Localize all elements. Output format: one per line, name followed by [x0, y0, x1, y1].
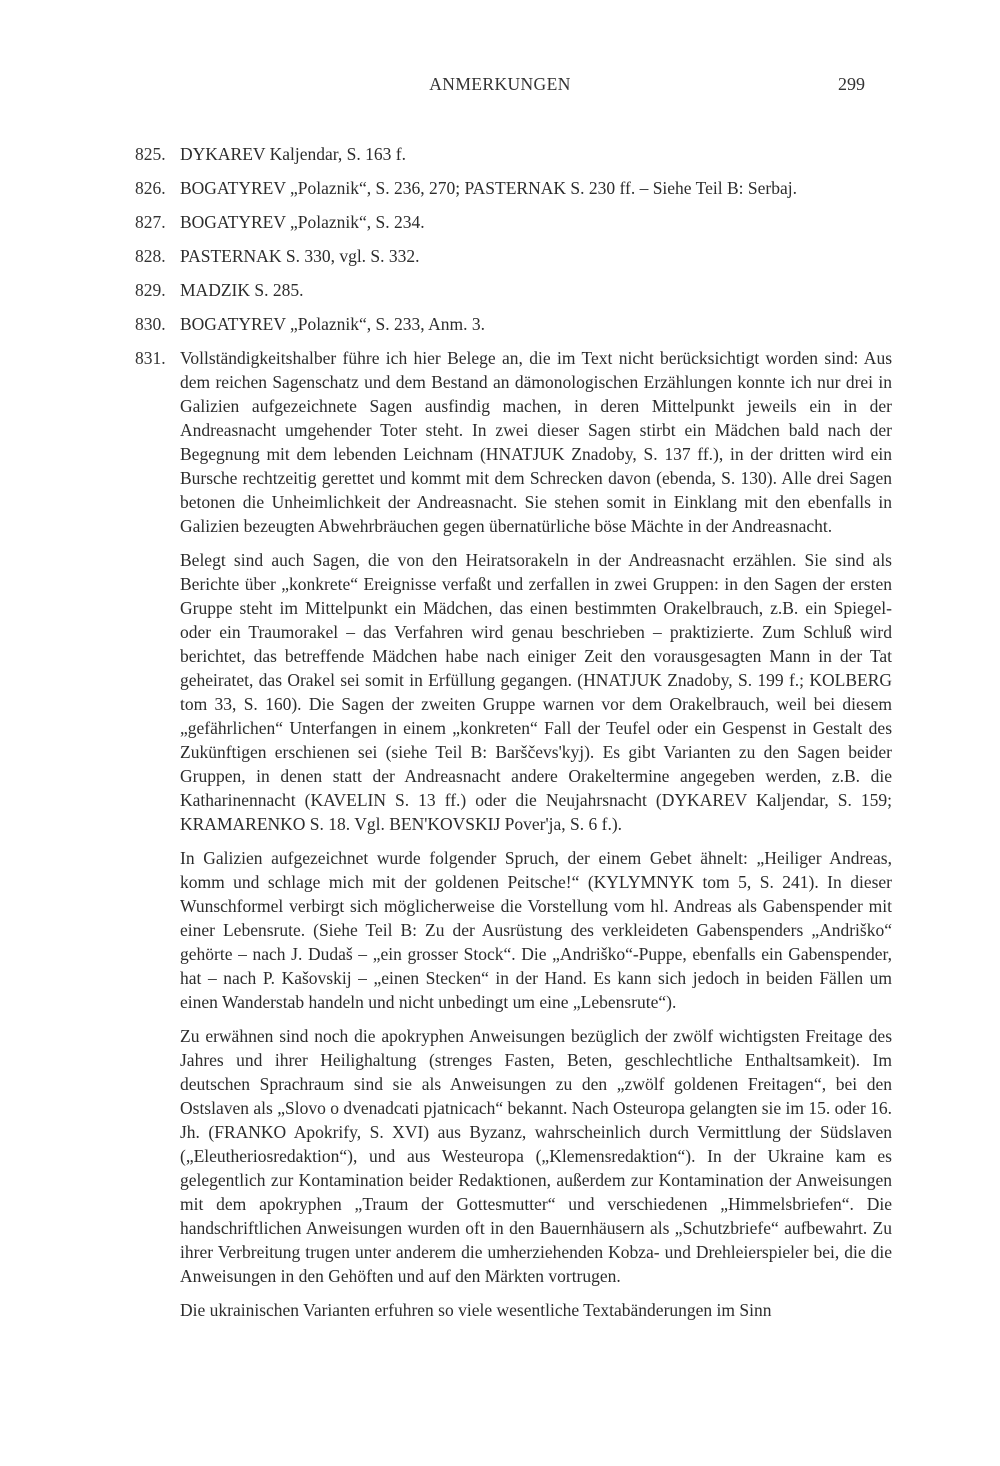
note-paragraph: Vollständigkeitshalber führe ich hier Belege an, die im Text nicht berücksichtigt worden sind: Aus dem reichen Sagenschatz und dem Bestand an dämonologischen Erzählungen konnte ich nur drei in Galizien aufgezeichnete Sagen ausfindig machen, in deren Mittelpunkt jeweils ein in der Andreasnacht umgehender Toter steht. In zwei dieser Sagen stirbt ein Mädchen bald nach der Begegnung mit dem lebenden Leichnam (HNATJUK Znadoby, S. 137 ff.), in der dritten wird ein Bursche rechtzeitig gerettet und kommt mit dem Schrecken davon (ebenda, S. 130). Alle drei Sagen betonen die Unheimlichkeit der Andreasnacht. Sie stehen somit in Einklang mit den ebenfalls in Galizien bezeugten Abwehrbräuchen gegen übernatürliche böse Mächte in der Andreasnacht. — [180, 348, 892, 536]
note-paragraph: Zu erwähnen sind noch die apokryphen Anweisungen bezüglich der zwölf wichtigsten Freitage des Jahres und ihrer Heilighaltung (strenges Fasten, Beten, geschlechtliche Enthaltsamkeit). Im deutschen Sprachraum sind sie als Anweisungen zu den „zwölf goldenen Freitagen“, bei den Ostslaven als „Slovo o dvenadcati pjatnicach“ bekannt. Nach Osteuropa gelangten sie im 15. oder 16. Jh. (FRANKO Apokrify, S. XVI) aus Byzanz, wahrscheinlich durch Vermittlung der Südslaven („Eleutheriosredaktion“), und aus Westeuropa („Klemensredaktion“). In der Ukraine kam es gelegentlich zur Kontamination beider Redaktionen, außerdem zur Kontamination der Anweisungen mit dem apokryphen „Traum der Gottesmutter“ und verschiedenen „Himmelsbriefen“. Die handschriftlichen Anweisungen wurden oft in den Bauernhäusern als „Schutzbriefe“ aufbewahrt. Zu ihrer Verbreitung trugen unter anderem die umherziehenden Kobza- und Drehleierspieler bei, die die Anweisungen in den Gehöften und auf den Märkten vortrugen. — [180, 1026, 892, 1286]
note-body — [180, 312, 892, 336]
note-paragraph: BOGATYREV „Polaznik“, S. 233, Anm. 3. — [180, 314, 485, 334]
note-paragraph: Belegt sind auch Sagen, die von den Heiratsorakeln in der Andreasnacht erzählen. Sie sind als Berichte über „konkrete“ Ereignisse verfaßt und zerfallen in zwei Gruppen: in den Sagen der ersten Gruppe steht im Mittelpunkt ein Mädchen, das einen bestimmten Orakelbrauch, z.B. ein Spiegel- oder ein Traumorakel – das Verfahren wird genau beschrieben – praktizierte. Zum Schluß wird berichtet, das betreffende Mädchen habe nach einiger Zeit den vorausgesagten Mann in der Tat geheiratet, das Orakel sei somit in Erfüllung gegangen. (HNATJUK Znadoby, S. 199 f.; KOLBERG tom 33, S. 160). Die Sagen der zweiten Gruppe warnen vor dem Orakelbrauch, weil bei diesem „gefährlichen“ Unterfangen in einem „konkreten“ Fall der Teufel oder ein Gespenst in Gestalt des Zukünftigen erschienen sei (siehe Teil B: Barščevs'kyj). Es gibt Varianten zu den Sagen beider Gruppen, in denen statt der Andreasnacht andere Orakeltermine angegeben werden, z.B. die Katharinennacht (KAVELIN S. 13 ff.) oder die Neujahrsnacht (DYKAREV Kaljendar, S. 159; KRAMARENKO S. 18. Vgl. BEN'KOVSKIJ Pover'ja, S. 6 f.). — [180, 550, 892, 834]
note-body — [180, 176, 892, 200]
page-number: 299 — [838, 74, 865, 94]
note-number: 825. — [135, 144, 166, 164]
page-header — [0, 74, 1000, 98]
note-body — [180, 142, 892, 166]
note-paragraph: MADZIK S. 285. — [180, 280, 304, 300]
note-827 — [0, 210, 1000, 234]
note-body — [180, 278, 892, 302]
note-number: 826. — [135, 178, 166, 198]
note-825 — [0, 142, 1000, 166]
note-830 — [0, 312, 1000, 336]
note-paragraph: In Galizien aufgezeichnet wurde folgender Spruch, der einem Gebet ähnelt: „Heiliger Andreas, komm und schlage mich mit der goldenen Peitsche!“ (KYLYMNYK tom 5, S. 241). In dieser Wunschformel verbirgt sich möglicherweise die Vorstellung vom hl. Andreas als Gabenspender mit einer Lebensrute. (Siehe Teil B: Zu der Ausrüstung des verkleideten Gabenspenders „Andriško“ gehörte – nach J. Dudaš – „ein grosser Stock“. Die „Andriško“-Puppe, ebenfalls ein Gabenspender, hat – nach P. Kašovskij – „einen Stecken“ in der Hand. Es kann sich jedoch in beiden Fällen um einen Wanderstab handeln und nicht unbedingt um eine „Lebensrute“). — [180, 848, 892, 1012]
running-head: ANMERKUNGEN — [429, 74, 571, 94]
note-828 — [0, 244, 1000, 268]
note-paragraph: DYKAREV Kaljendar, S. 163 f. — [180, 144, 406, 164]
note-number: 827. — [135, 212, 166, 232]
note-paragraph: PASTERNAK S. 330, vgl. S. 332. — [180, 246, 420, 266]
note-body — [180, 346, 892, 1322]
note-paragraph: BOGATYREV „Polaznik“, S. 236, 270; PASTERNAK S. 230 ff. – Siehe Teil B: Serbaj. — [180, 178, 797, 198]
endnotes-list — [0, 142, 1000, 1332]
note-paragraph: BOGATYREV „Polaznik“, S. 234. — [180, 212, 425, 232]
note-number: 830. — [135, 314, 166, 334]
note-826 — [0, 176, 1000, 200]
note-number: 829. — [135, 280, 166, 300]
note-paragraph: Die ukrainischen Varianten erfuhren so viele wesentliche Textabänderungen im Sinn — [180, 1300, 772, 1320]
note-number: 831. — [135, 348, 166, 368]
note-829 — [0, 278, 1000, 302]
note-831 — [0, 346, 1000, 1322]
note-number: 828. — [135, 246, 166, 266]
note-body — [180, 210, 892, 234]
note-body — [180, 244, 892, 268]
